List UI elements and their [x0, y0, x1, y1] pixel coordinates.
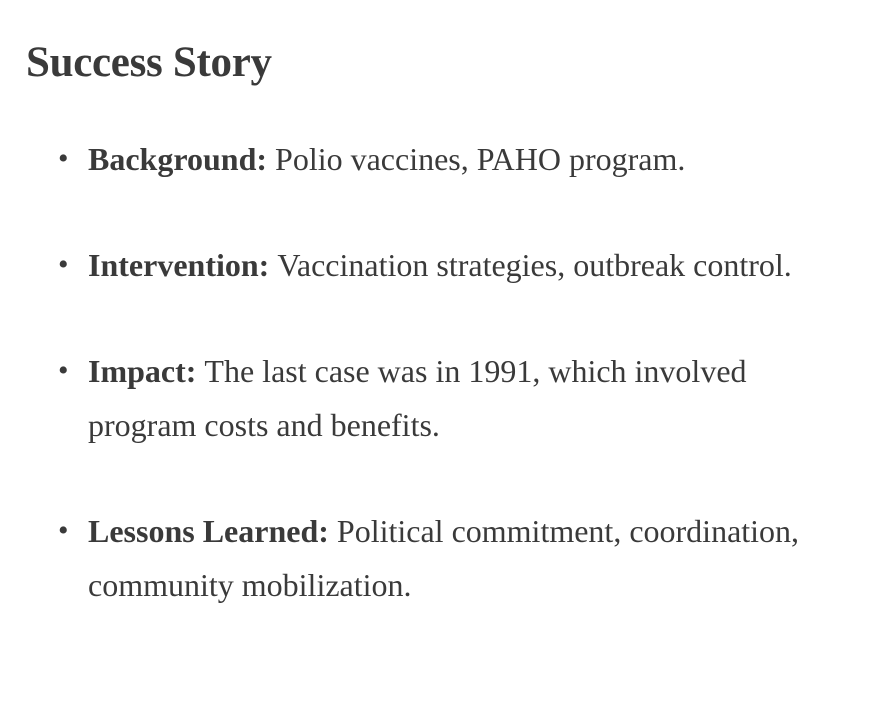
item-text: Vaccination strategies, outbreak control. — [277, 247, 792, 283]
page-title: Success Story — [26, 39, 272, 86]
list-item-intervention — [88, 238, 836, 292]
list-item-lessons-learned — [88, 504, 836, 612]
list-item-background — [88, 132, 836, 186]
item-text: Polio vaccines, PAHO program. — [275, 141, 686, 177]
item-label: Background: — [88, 141, 276, 177]
list-item-impact — [88, 344, 836, 452]
story-list — [26, 132, 852, 612]
item-label: Impact: — [88, 353, 205, 389]
item-label: Lessons Learned: — [88, 513, 337, 549]
item-text: The last case was in 1991, which involved program costs and benefits. — [88, 353, 747, 443]
item-label: Intervention: — [88, 247, 278, 283]
item-text: Political commitment, coordination, community mobilization. — [88, 513, 800, 603]
